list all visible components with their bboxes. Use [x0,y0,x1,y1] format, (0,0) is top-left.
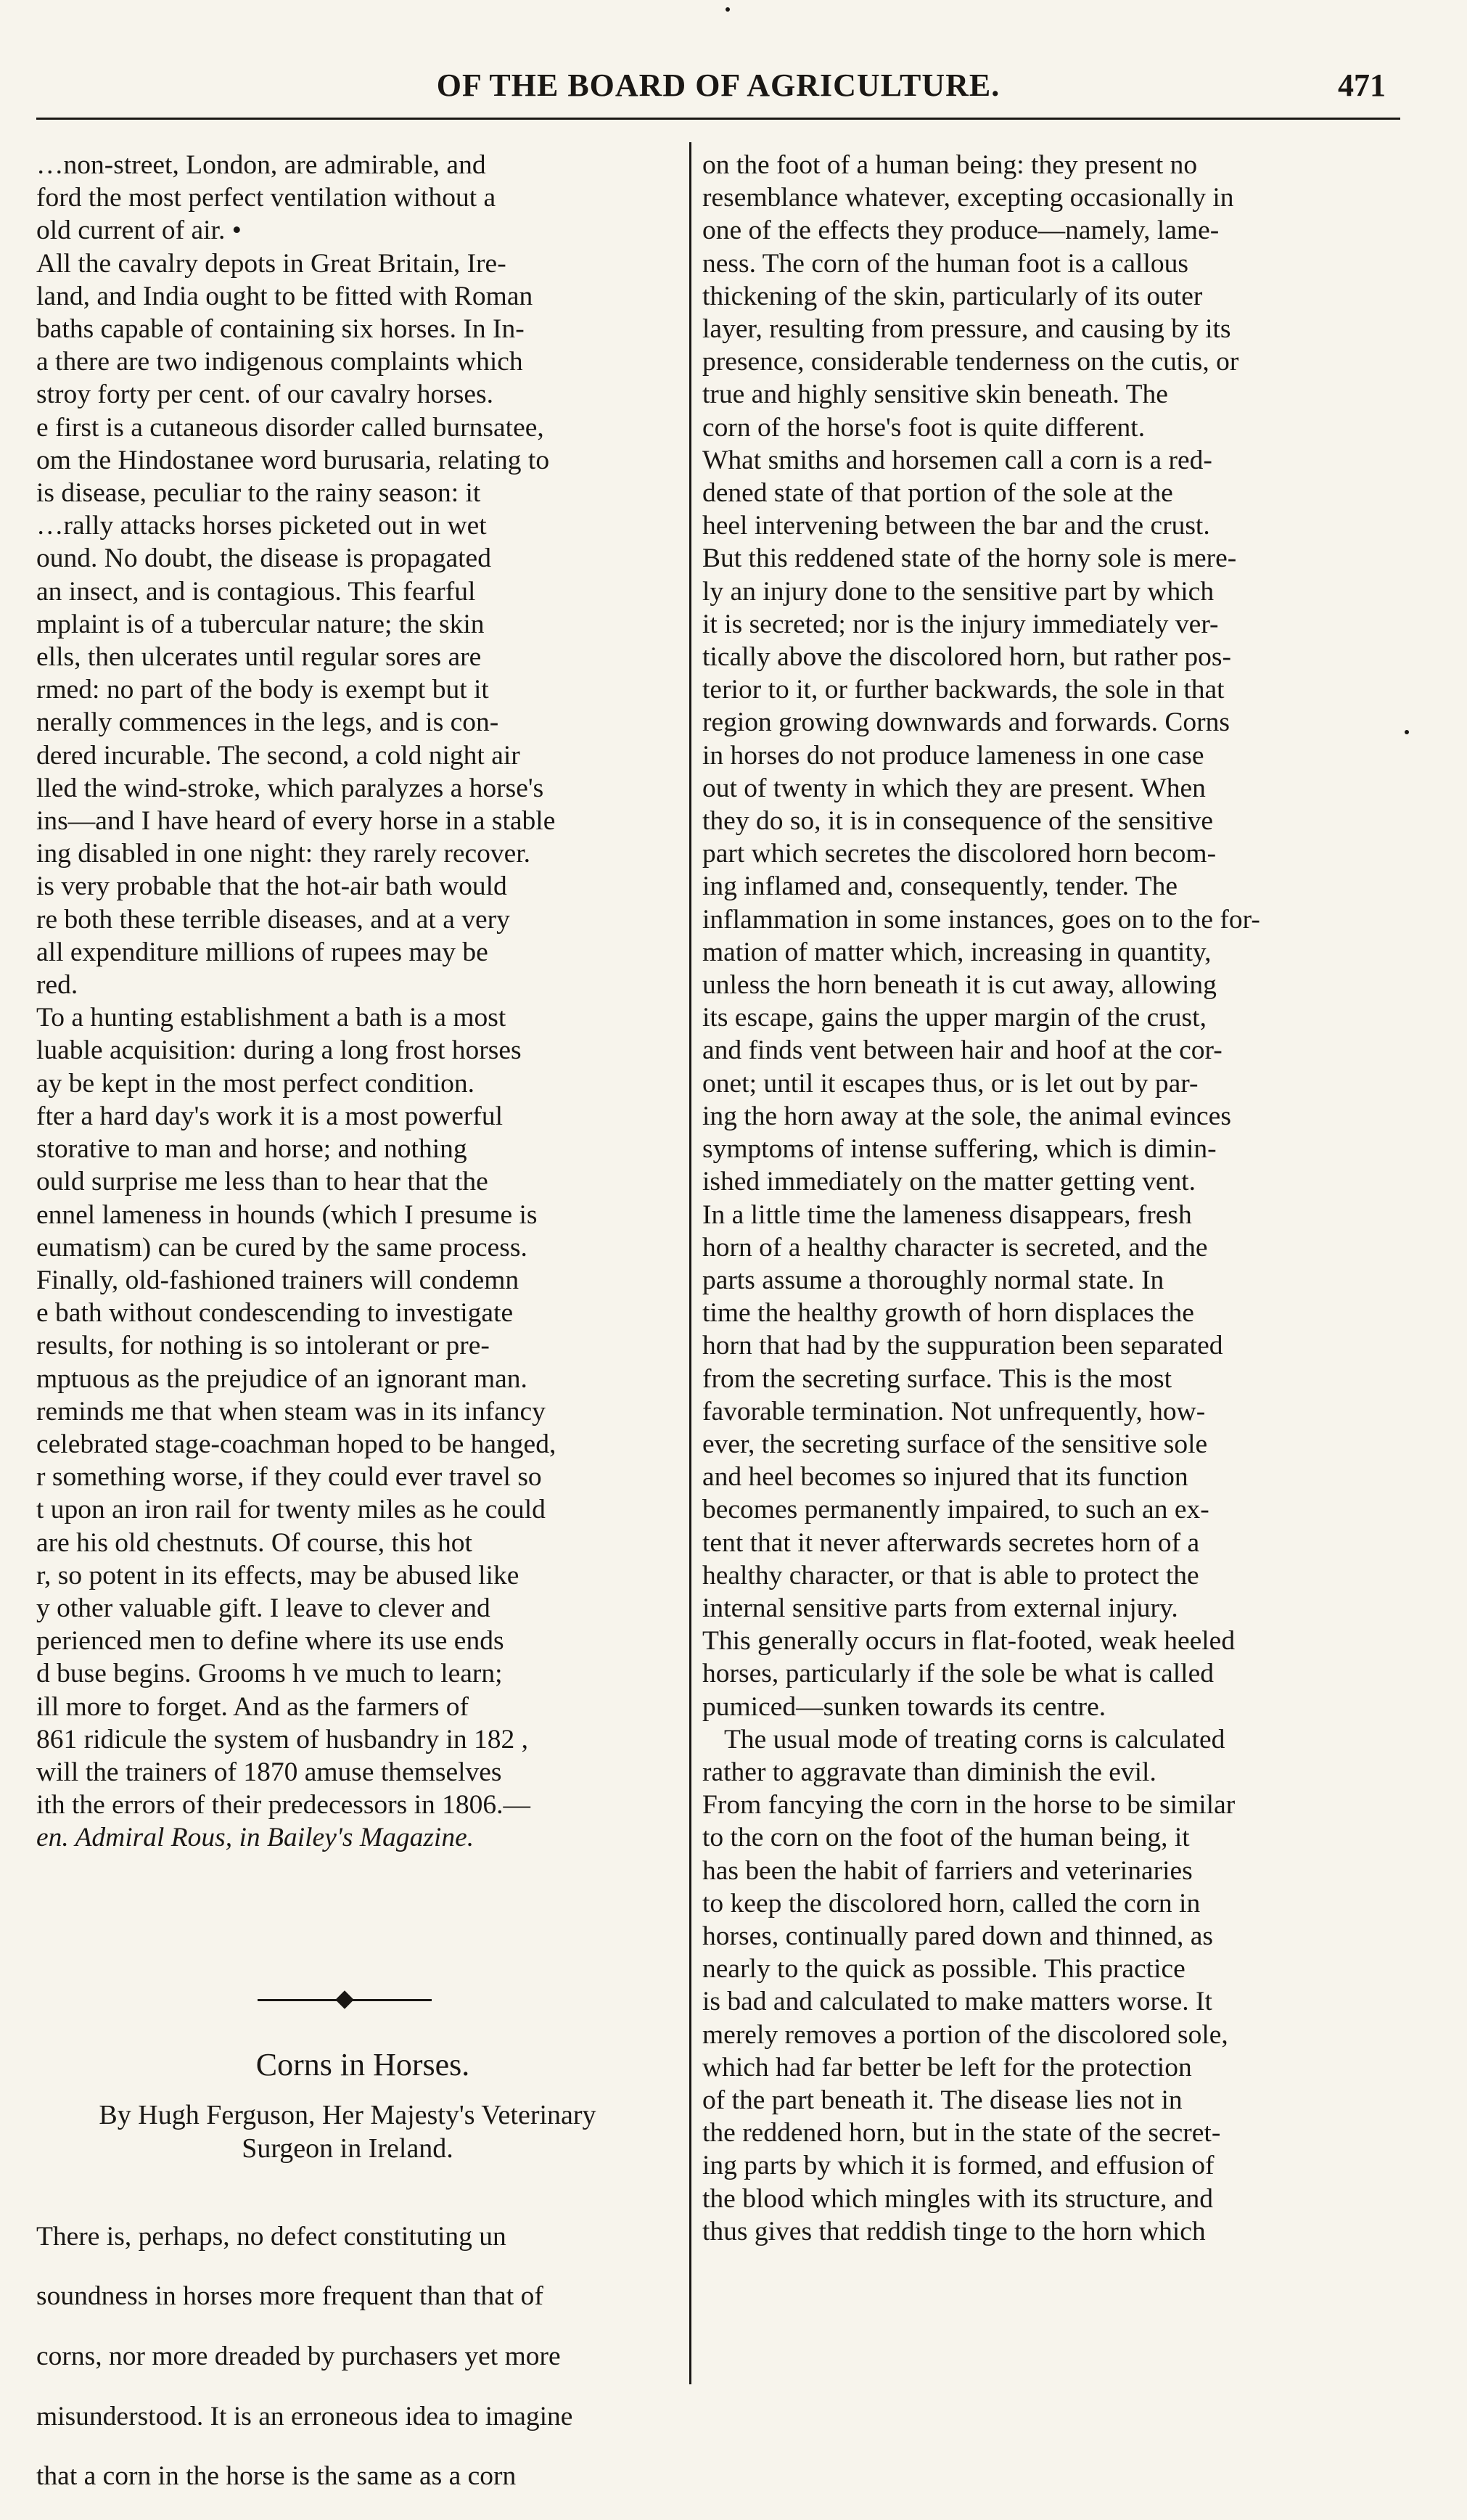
text-line: ennel lameness in hounds (which I presume is [36,1199,538,1230]
text-line: y other valuable gift. I leave to clever and [36,1593,490,1623]
text-line: dered incurable. The second, a cold night air [36,740,520,771]
text-line: onet; until it escapes thus, or is let out by par- [702,1068,1199,1099]
text-line: ing parts by which it is formed, and effusion of [702,2151,1215,2181]
text-line: has been the habit of farriers and veterinaries [702,1855,1193,1886]
right-column [702,149,1393,2248]
left-column [36,149,675,1855]
text-line: layer, resulting from pressure, and causing by its [702,314,1231,345]
text-line: red. [36,970,78,1001]
text-line: on the foot of a human being: they present no [702,150,1198,180]
text-line: unless the horn beneath it is cut away, allowing [702,970,1217,1001]
text-line: 861 ridicule the system of husbandry in 182 , [36,1724,529,1754]
text-line: fter a hard day's work it is a most powerful [36,1101,504,1131]
text-line: parts assume a thoroughly normal state. In [702,1265,1164,1295]
text-line: What smiths and horsemen call a corn is a red- [702,445,1212,475]
text-line: pumiced—sunken towards its centre. [702,1691,1106,1722]
text-line: thus gives that reddish tinge to the horn which [702,2216,1206,2246]
text-line: internal sensitive parts from external injury. [702,1593,1178,1623]
text-line: om the Hindostanee word burusaria, relating to [36,445,550,475]
text-line: There is, perhaps, no defect constituting un [36,2221,506,2252]
text-line: This generally occurs in flat-footed, weak heeled [702,1626,1236,1657]
text-line: ing the horn away at the sole, the animal evinces [702,1101,1231,1131]
text-line: region growing downwards and forwards. Corns [702,707,1230,738]
text-line: symptoms of intense suffering, which is dimin- [702,1134,1217,1165]
text-line: that a corn in the horse is the same as a corn [36,2461,517,2492]
text-line: From fancying the corn in the horse to be similar [702,1790,1236,1821]
text-line: horn of a healthy character is secreted, and the [702,1232,1208,1263]
text-line: to keep the discolored horn, called the corn in [702,1888,1201,1918]
text-line: baths capable of containing six horses. In In- [36,314,525,345]
text-line: ford the most perfect ventilation without a [36,183,496,213]
text-line: an insect, and is contagious. This fearful [36,576,476,607]
text-line: of the part beneath it. The disease lies not in [702,2085,1183,2115]
text-line: ould surprise me less than to hear that the [36,1167,488,1197]
text-line: in horses do not produce lameness in one case [702,740,1204,771]
text-line: will the trainers of 1870 amuse themselves [36,1757,502,1787]
text-line: perienced men to define where its use ends [36,1626,504,1657]
text-line: lled the wind-stroke, which paralyzes a horse's [36,773,544,803]
text-line: resemblance whatever, excepting occasionally in [702,183,1234,213]
text-line: old current of air. • [36,216,242,246]
text-line: is disease, peculiar to the rainy season: it [36,478,481,509]
text-line: it is secreted; nor is the injury immediately ver- [702,609,1219,639]
byline-line-2: Surgeon in Ireland. [242,2133,453,2164]
text-line: ound. No doubt, the disease is propagated [36,543,491,574]
text-line: r, so potent in its effects, may be abused like [36,1560,519,1591]
text-line: r something worse, if they could ever travel so [36,1462,542,1493]
text-line: heel intervening between the bar and the crust. [702,511,1210,541]
text-line: its escape, gains the upper margin of the crust, [702,1003,1207,1033]
text-line: nerally commences in the legs, and is con- [36,707,499,738]
text-line: celebrated stage-coachman hoped to be hanged, [36,1429,556,1459]
text-line: a there are two indigenous complaints which [36,347,523,377]
text-line: and heel becomes so injured that its function [702,1462,1188,1493]
article-byline [46,2098,649,2165]
text-line: ill more to forget. And as the farmers of [36,1691,469,1722]
text-line: thickening of the skin, particularly of its outer [702,281,1203,311]
text-line: is bad and calculated to make matters worse. It [702,1987,1212,2017]
text-line: tically above the discolored horn, but rather pos- [702,642,1231,673]
text-line: mptuous as the prejudice of an ignorant man. [36,1363,527,1394]
page-header [36,67,1400,118]
page-number: 471 [1338,67,1386,103]
text-line: The usual mode of treating corns is calculated [724,1724,1225,1754]
text-line: ly an injury done to the sensitive part by which [702,576,1215,607]
text-line: …rally attacks horses picketed out in wet [36,511,487,541]
text-line: eumatism) can be cured by the same process. [36,1232,527,1263]
text-line: time the healthy growth of horn displaces the [702,1298,1194,1329]
text-line: healthy character, or that is able to protect the [702,1560,1199,1591]
text-line: stroy forty per cent. of our cavalry horses. [36,379,493,410]
print-speck [1405,730,1409,734]
section-divider-ornament [335,1990,353,2008]
text-line: corns, nor more dreaded by purchasers yet more [36,2341,561,2371]
text-line: ness. The corn of the human foot is a callous [702,248,1188,279]
text-line: merely removes a portion of the discolored sole, [702,2019,1228,2050]
text-line: e first is a cutaneous disorder called burnsatee, [36,412,544,443]
article-title: Corns in Horses. [255,2047,470,2082]
text-line: horn that had by the suppuration been separated [702,1331,1223,1361]
text-line: But this reddened state of the horny sole is mere- [702,543,1237,574]
header-rule [36,118,1400,120]
text-line: dened state of that portion of the sole at the [702,478,1173,509]
text-line: To a hunting establishment a bath is a most [36,1003,506,1033]
text-line: misunderstood. It is an erroneous idea to imagine [36,2401,573,2431]
article-body [36,2193,675,2520]
text-line: All the cavalry depots in Great Britain, Ire- [36,248,506,279]
text-line: rmed: no part of the body is exempt but it [36,675,489,705]
text-line: out of twenty in which they are present. When [702,773,1206,803]
text-line: horses, continually pared down and thinned, as [702,1921,1214,1951]
text-line: all expenditure millions of rupees may be [36,937,488,967]
text-line: presence, considerable tenderness on the cutis, or [702,347,1239,377]
text-line: ith the errors of their predecessors in 1806.— [36,1790,531,1821]
text-line: rather to aggravate than diminish the evil. [702,1757,1156,1787]
text-line: results, for nothing is so intolerant or pre- [36,1331,490,1361]
text-line: and finds vent between hair and hoof at the cor- [702,1035,1222,1066]
text-line: t upon an iron rail for twenty miles as he could [36,1495,546,1525]
text-line: to the corn on the foot of the human being, it [702,1823,1190,1853]
text-line: horses, particularly if the sole be what is called [702,1659,1214,1689]
text-line: soundness in horses more frequent than that of [36,2281,543,2312]
text-line: mation of matter which, increasing in quantity, [702,937,1212,967]
text-line: are his old chestnuts. Of course, this hot [36,1527,472,1558]
text-line: …non-street, London, are admirable, and [36,150,486,180]
text-line: from the secreting surface. This is the most [702,1363,1172,1394]
text-line: e bath without condescending to investigate [36,1298,514,1329]
text-line: true and highly sensitive skin beneath. The [702,379,1168,410]
text-line: they do so, it is in consequence of the sensitive [702,806,1214,837]
text-line: ells, then ulcerates until regular sores are [36,642,482,673]
text-line: ins—and I have heard of every horse in a stable [36,806,556,837]
text-line: the reddened horn, but in the state of the secret- [702,2118,1221,2148]
text-line: luable acquisition: during a long frost horses [36,1035,522,1066]
text-line: ever, the secreting surface of the sensitive sole [702,1429,1208,1459]
text-line: corn of the horse's foot is quite different. [702,412,1146,443]
print-speck [726,7,730,12]
text-line: ing inflamed and, consequently, tender. The [702,871,1178,902]
text-line: favorable termination. Not unfrequently, how- [702,1396,1206,1427]
text-line: ing disabled in one night: they rarely recover. [36,839,531,869]
text-line: part which secretes the discolored horn becom- [702,839,1217,869]
text-line: one of the effects they produce—namely, lame- [702,216,1220,246]
text-line: mplaint is of a tubercular nature; the skin [36,609,485,639]
text-line: Finally, old-fashioned trainers will condemn [36,1265,519,1295]
text-line: storative to man and horse; and nothing [36,1134,467,1165]
text-line: In a little time the lameness disappears, fresh [702,1199,1192,1230]
text-line: re both these terrible diseases, and at a very [36,904,510,935]
text-line: reminds me that when steam was in its infancy [36,1396,546,1427]
text-line: tent that it never afterwards secretes horn of a [702,1527,1200,1558]
text-line: which had far better be left for the protection [702,2052,1192,2082]
text-line: d buse begins. Grooms h ve much to learn; [36,1659,503,1689]
text-line: becomes permanently impaired, to such an ex- [702,1495,1209,1525]
text-line: land, and India ought to be fitted with Roman [36,281,533,311]
byline-line-1: By Hugh Ferguson, Her Majesty's Veterinary [99,2100,596,2130]
running-title: OF THE BOARD OF AGRICULTURE. [436,67,1000,103]
text-line: the blood which mingles with its structure, and [702,2183,1214,2214]
text-line: ished immediately on the matter getting vent. [702,1167,1196,1197]
text-line: nearly to the quick as possible. This practice [702,1954,1185,1985]
text-line: inflammation in some instances, goes on to the for- [702,904,1260,935]
text-line: en. Admiral Rous, in Bailey's Magazine. [36,1823,474,1853]
text-line: is very probable that the hot-air bath would [36,871,507,902]
text-line: ay be kept in the most perfect condition. [36,1068,474,1099]
text-line: terior to it, or further backwards, the sole in that [702,675,1225,705]
